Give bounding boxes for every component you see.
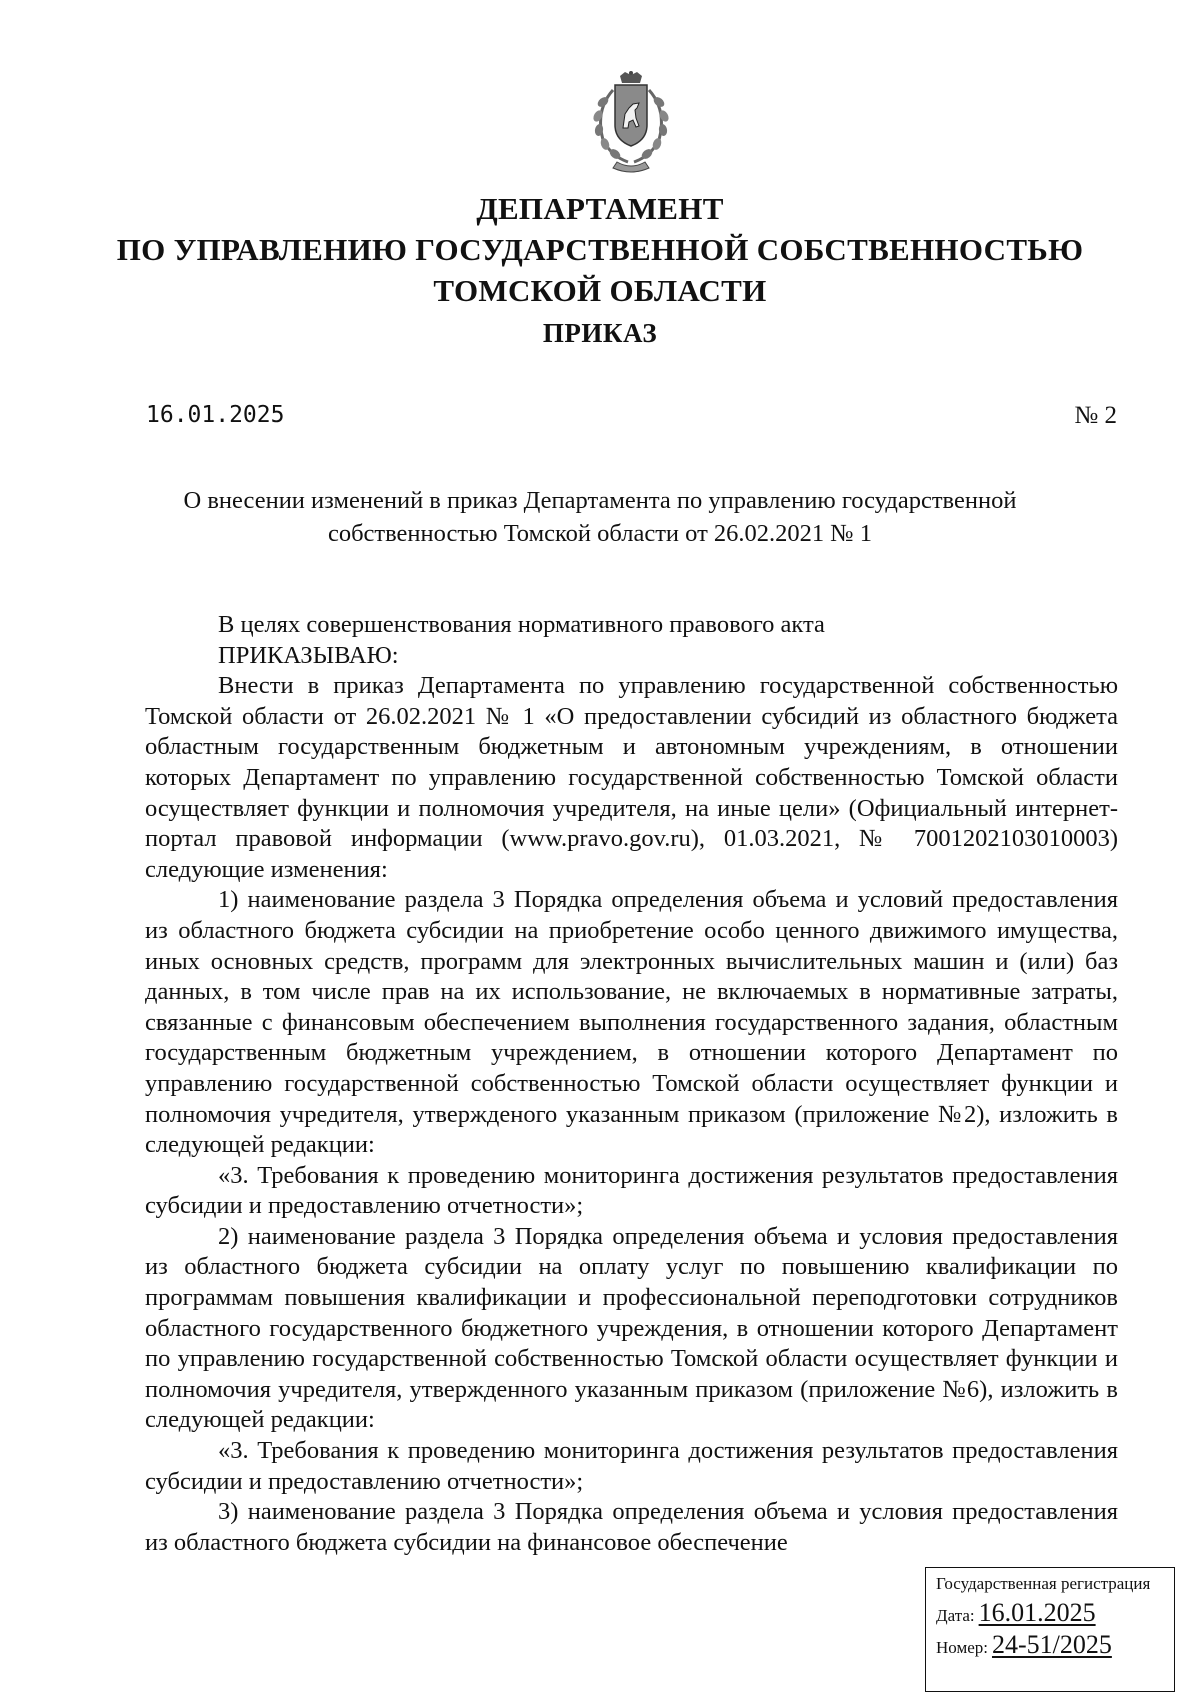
emblem — [573, 70, 689, 174]
order-subject: О внесении изменений в приказ Департамента по управлению государственной собственностью Томской области от 26.02.2021 № 1 — [183, 487, 1017, 547]
order-date: 16.01.2025 — [146, 402, 285, 428]
registration-number-row — [936, 1630, 1166, 1660]
registration-date-row — [936, 1598, 1166, 1628]
order-body — [145, 610, 1118, 1558]
body-paragraph-order-word: ПРИКАЗЫВАЮ: — [218, 641, 399, 669]
registration-date-value: 16.01.2025 — [978, 1598, 1096, 1627]
coat-of-arms-icon — [573, 70, 689, 174]
registration-date-label: Дата: — [936, 1606, 975, 1625]
order-number: № 2 — [1074, 402, 1117, 429]
body-paragraph-intro: Внести в приказ Департамента по управлению государственной собственностью Томской области от 26.02.2021 № 1 «О предоставлении субсидий из областного бюджета областным государственным бюджетным и автономным учреждениям, в отношении которых Департамент по управлению государственной собственностью Томской области осуществляет функции и полномочия учредителя, на иные цели» (Официальный интернет-портал правовой информации (www.pravo.gov.ru), 01.03.2021, № 7001202103010003) следующие изменения: — [145, 672, 1118, 883]
body-paragraph-quote-2: «3. Требования к проведению мониторинга достижения результатов предоставления субсидии и предоставлению отчетности»; — [145, 1437, 1118, 1495]
registration-stamp — [925, 1567, 1175, 1692]
body-paragraph-quote-1: «3. Требования к проведению мониторинга достижения результатов предоставления субсидии и предоставлению отчетности»; — [145, 1161, 1118, 1220]
registration-stamp-title: Государственная регистрация — [936, 1574, 1151, 1593]
body-paragraph-purpose: В целях совершенствования нормативного правового акта — [218, 611, 825, 638]
department-title-line-2: ПО УПРАВЛЕНИЮ ГОСУДАРСТВЕННОЙ СОБСТВЕННОСТЬЮ — [116, 232, 1084, 267]
department-title — [100, 188, 1100, 311]
registration-number-value: 24-51/2025 — [991, 1630, 1112, 1659]
department-title-line-3: ТОМСКОЙ ОБЛАСТИ — [433, 273, 767, 308]
body-paragraph-item-1: 1) наименование раздела 3 Порядка определения объема и условий предоставления из областного бюджета субсидии на приобретение особо ценного движимого имущества, иных основных средств, программ для электронных вычислительных машин и (или) баз данных, в том числе прав на их использование, не включаемых в нормативные затраты, связанные с финансовым обеспечением выполнения государственного задания, областным государственным бюджетным учреждением, в отношении которого Департамент по управлению государственной собственностью Томской области осуществляет функции и полномочия учредителя, утвержденого указанным приказом (приложение №2), изложить в следующей редакции: — [145, 886, 1118, 1159]
body-paragraph-item-2: 2) наименование раздела 3 Порядка определения объема и условия предоставления из областного бюджета субсидии на оплату услуг по повышению квалификации по программам повышения квалификации и профессиональной переподготовки сотрудников областного государственного бюджетного учреждения, в отношении которого Департамент по управлению государственной собственностью Томской области осуществляет функции и полномочия учредителя, утвержденного указанным приказом (приложение №6), изложить в следующей редакции: — [145, 1222, 1118, 1434]
document-type: ПРИКАЗ — [542, 318, 658, 348]
body-paragraph-item-3: 3) наименование раздела 3 Порядка определения объема и условия предоставления из областного бюджета субсидии на финансовое обеспечение — [145, 1498, 1118, 1556]
registration-number-label: Номер: — [936, 1638, 988, 1657]
department-title-line-1: ДЕПАРТАМЕНТ — [476, 191, 724, 226]
